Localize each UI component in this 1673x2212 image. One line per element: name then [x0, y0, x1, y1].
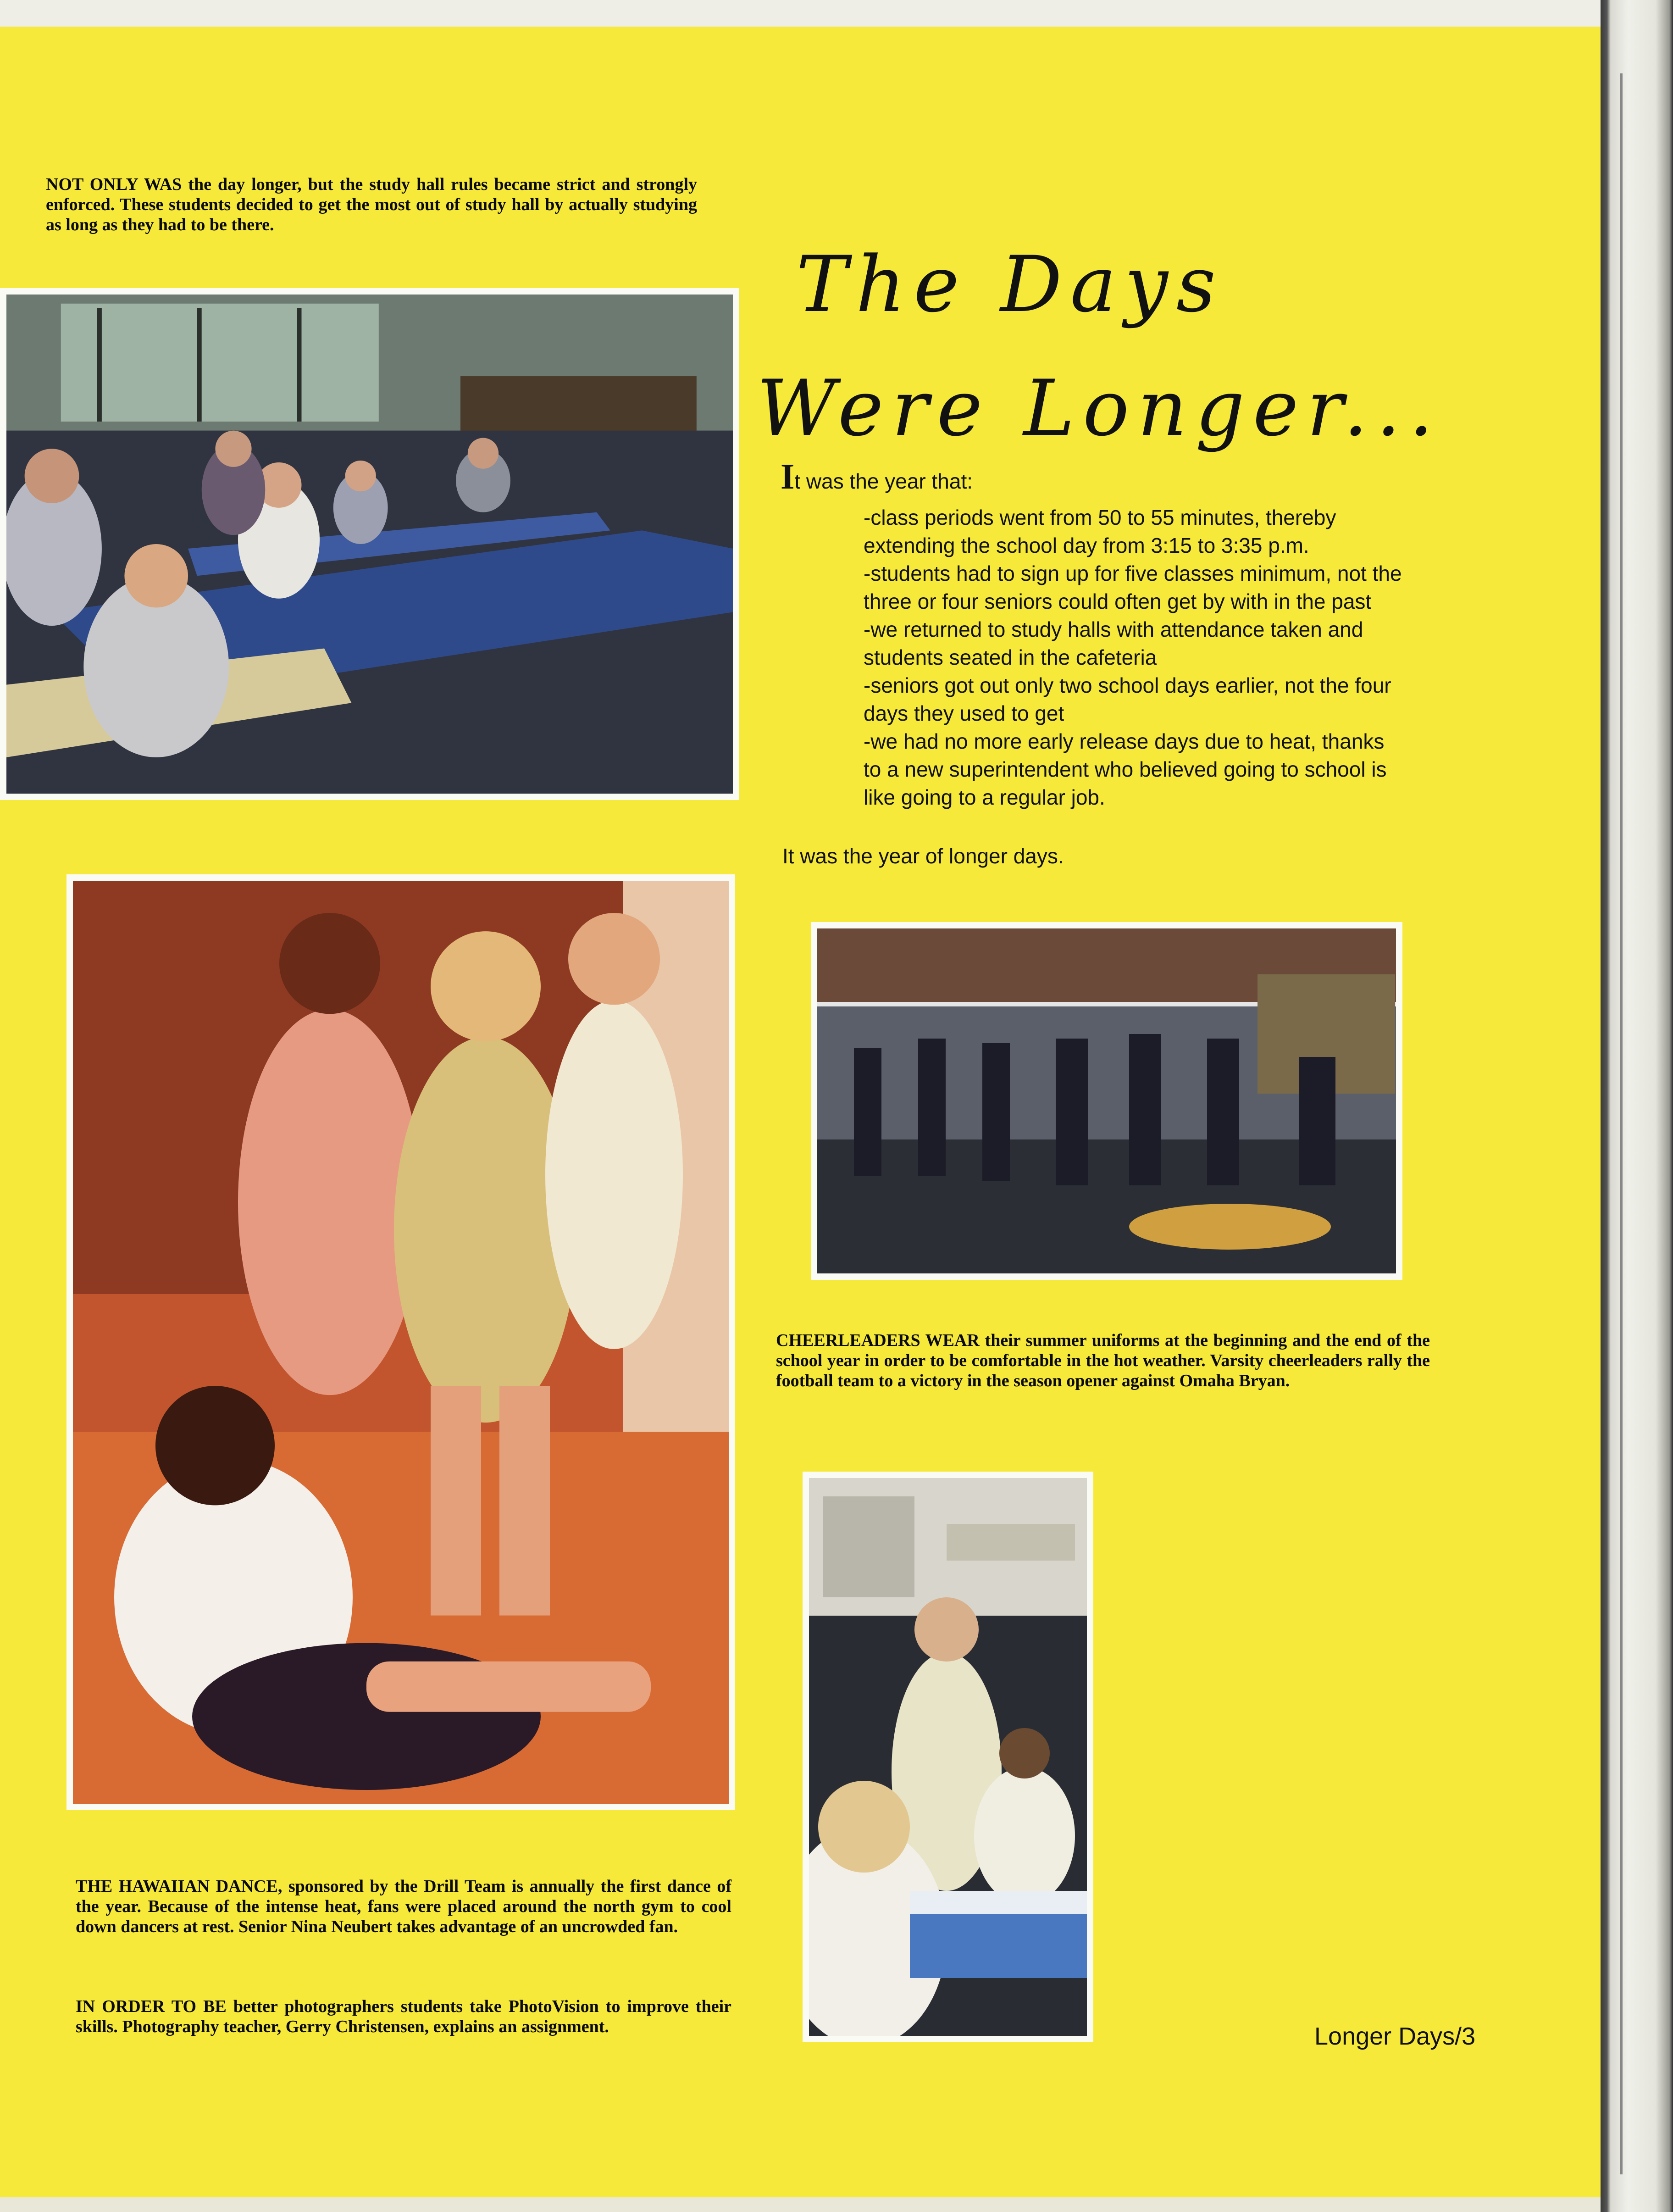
caption-text: better photographers students take PhotoVision to improve their skills. Photography teacher, Gerry Christensen, explains an assignment. [76, 1997, 732, 2036]
scan-top-margin [0, 0, 1673, 27]
hawaiian-dance-caption [76, 1876, 731, 1937]
caption-lead: CHEERLEADERS WEAR [776, 1331, 980, 1350]
hawaiian-dance-photo [66, 874, 735, 1810]
year-list [864, 504, 1405, 811]
cheerleaders-caption [776, 1330, 1430, 1391]
caption-text: their summer uniforms at the beginning and the end of the school year in order to be comfortable in the hot weather. Varsity cheerleaders rally the football team to a victory in the season opener against Omaha Bryan. [776, 1331, 1430, 1390]
cheerleaders-photo [811, 922, 1402, 1280]
caption-lead: NOT ONLY WAS [46, 175, 182, 194]
study-hall-caption [46, 174, 697, 235]
list-item: -class periods went from 50 to 55 minutes, thereby extending the school day from 3:15 to 3:35 p.m. [864, 506, 1336, 557]
closing-line: It was the year of longer days. [782, 844, 1064, 868]
list-item: -seniors got out only two school days earlier, not the four days they used to get [864, 673, 1391, 725]
page-folio: Longer Days/3 [1314, 2023, 1476, 2050]
list-item: -we returned to study halls with attendance taken and students seated in the cafeteria [864, 617, 1363, 669]
caption-text: sponsored by the Drill Team is annually the first dance of the year. Because of the intense heat, fans were placed around the north gym to cool down dancers at rest. Senior Nina Neubert takes advantage of an uncrowded fan. [76, 1877, 731, 1936]
drop-cap: I [781, 456, 795, 496]
caption-lead: THE HAWAIIAN DANCE, [76, 1877, 283, 1896]
binding-line [1620, 73, 1623, 2174]
caption-lead: IN ORDER TO BE [76, 1997, 227, 2016]
list-item: -we had no more early release days due to heat, thanks to a new superintendent who believed going to school is like going to a regular job. [864, 729, 1387, 809]
page-binding-edge [1601, 0, 1673, 2212]
page-title-line-2: Were Longer... [757, 363, 1442, 453]
photovision-caption [76, 1996, 731, 2037]
intro-line [781, 456, 1423, 496]
cafeteria-photo [0, 288, 739, 800]
bottom-scan-edge [0, 2197, 1601, 2212]
classroom-photo [803, 1472, 1093, 2042]
list-item: -students had to sign up for five classes minimum, not the three or four seniors could often get by with in the past [864, 561, 1402, 613]
page-title-line-1: The Days [796, 239, 1224, 329]
intro-text: t was the year that: [794, 469, 973, 493]
caption-text: the day longer, but the study hall rules became strict and strongly enforced. These students decided to get the most out of study hall by actually studying as long as they had to be there. [46, 175, 697, 234]
